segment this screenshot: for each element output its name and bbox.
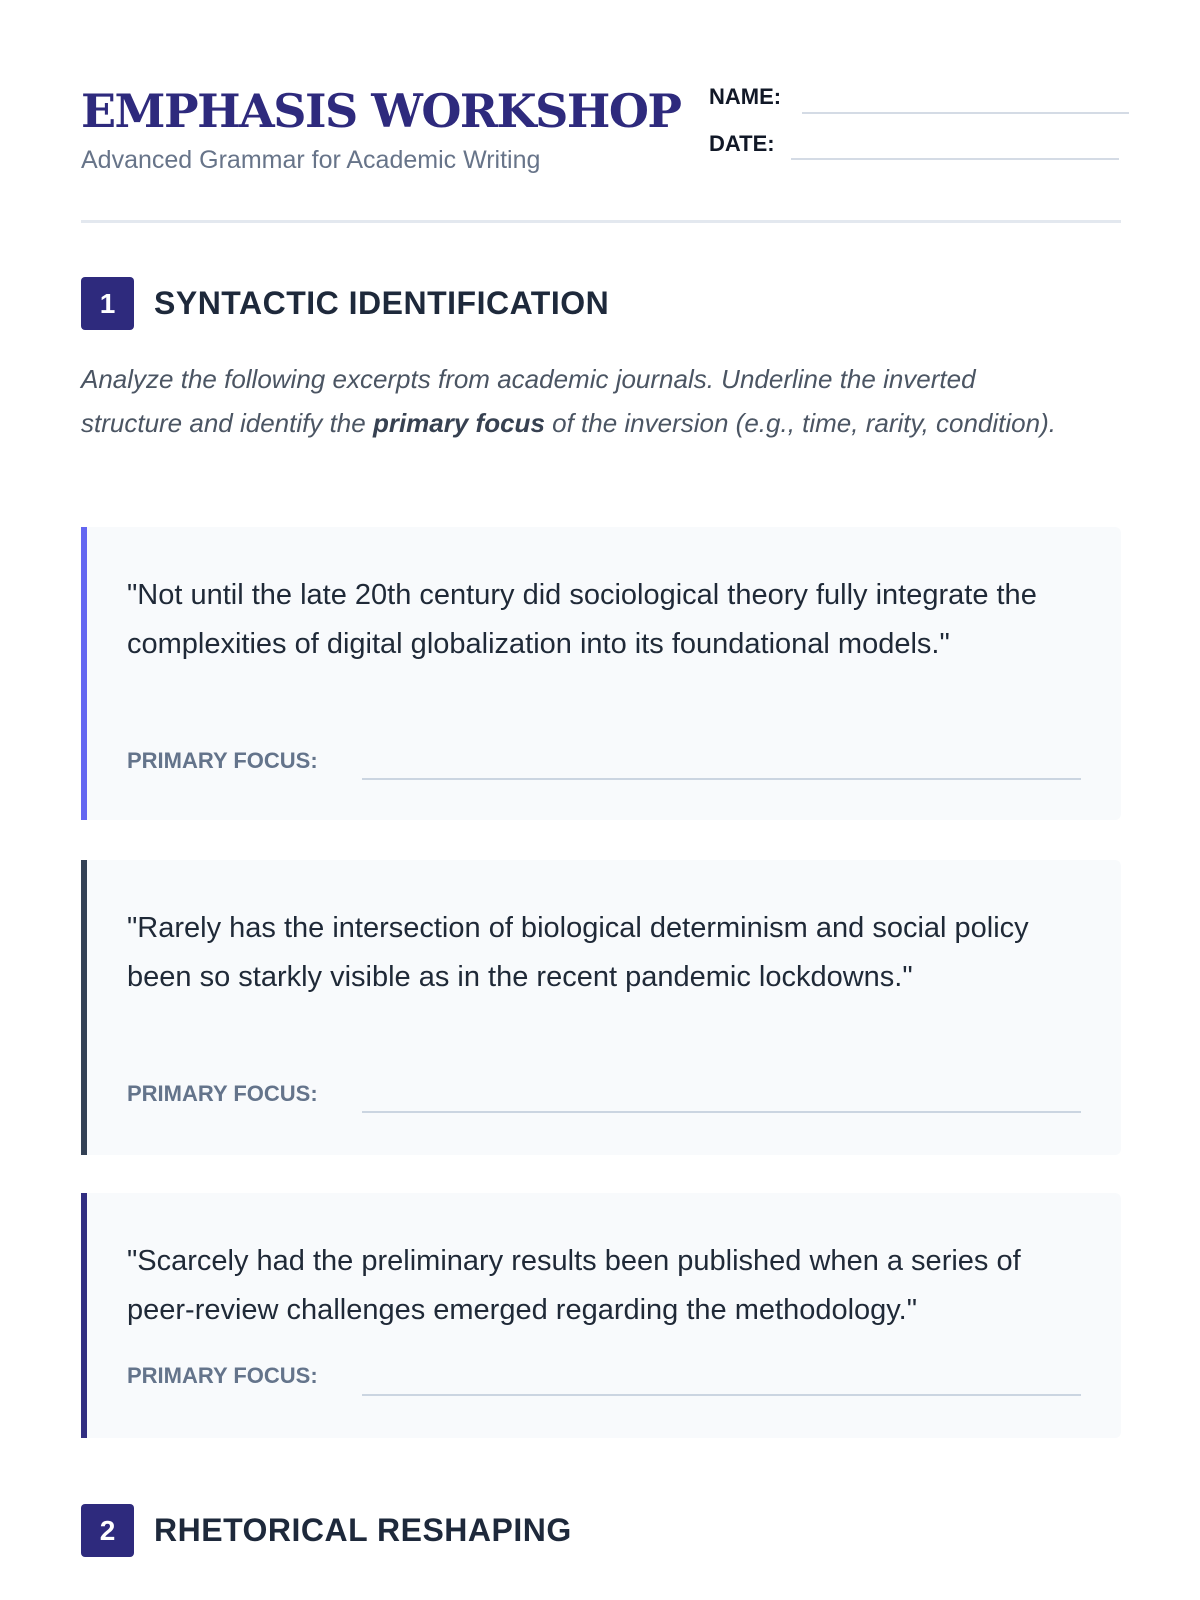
name-field bbox=[709, 84, 1129, 116]
worksheet-subtitle: Advanced Grammar for Academic Writing bbox=[81, 146, 541, 174]
primary-focus-answer-line[interactable] bbox=[362, 1111, 1081, 1113]
primary-focus-label: PRIMARY FOCUS: bbox=[127, 1081, 318, 1106]
worksheet-title: EMPHASIS WORKSHOP bbox=[81, 84, 681, 138]
date-input-line[interactable] bbox=[791, 158, 1119, 160]
name-label: NAME: bbox=[709, 84, 782, 109]
primary-focus-label: PRIMARY FOCUS: bbox=[127, 748, 318, 773]
name-input-line[interactable] bbox=[802, 112, 1129, 114]
section-title: SYNTACTIC IDENTIFICATION bbox=[154, 285, 610, 321]
worksheet-header bbox=[81, 80, 1121, 220]
instructions-emphasis: primary focus bbox=[372, 408, 545, 438]
section-1-instructions bbox=[81, 357, 1081, 445]
instructions-text-end: of the inversion (e.g., time, rarity, condition). bbox=[544, 408, 1056, 438]
primary-focus-answer-line[interactable] bbox=[362, 778, 1081, 780]
date-field bbox=[709, 131, 1129, 163]
section-number-badge: 1 bbox=[81, 277, 134, 330]
primary-focus-label: PRIMARY FOCUS: bbox=[127, 1363, 318, 1388]
section-title: RHETORICAL RESHAPING bbox=[154, 1512, 572, 1548]
excerpt-quote: "Not until the late 20th century did sociological theory fully integrate the complexities of digital globalization into its foundational models." bbox=[127, 579, 1037, 660]
excerpt-quote: "Scarcely had the preliminary results been published when a series of peer-review challenges emerged regarding the methodology." bbox=[127, 1245, 1021, 1326]
section-number-badge: 2 bbox=[81, 1504, 134, 1557]
excerpt-card-3 bbox=[81, 1193, 1121, 1438]
instructions-text: Analyze the following excerpts from academic journals. Underline the inverted structure and identify the bbox=[81, 364, 976, 438]
excerpt-card-2 bbox=[81, 860, 1121, 1155]
header-divider bbox=[81, 220, 1121, 223]
excerpt-card-1 bbox=[81, 527, 1121, 820]
excerpt-quote: "Rarely has the intersection of biological determinism and social policy been so starkly visible as in the recent pandemic lockdowns." bbox=[127, 912, 1029, 993]
date-label: DATE: bbox=[709, 131, 775, 156]
primary-focus-answer-line[interactable] bbox=[362, 1394, 1081, 1396]
